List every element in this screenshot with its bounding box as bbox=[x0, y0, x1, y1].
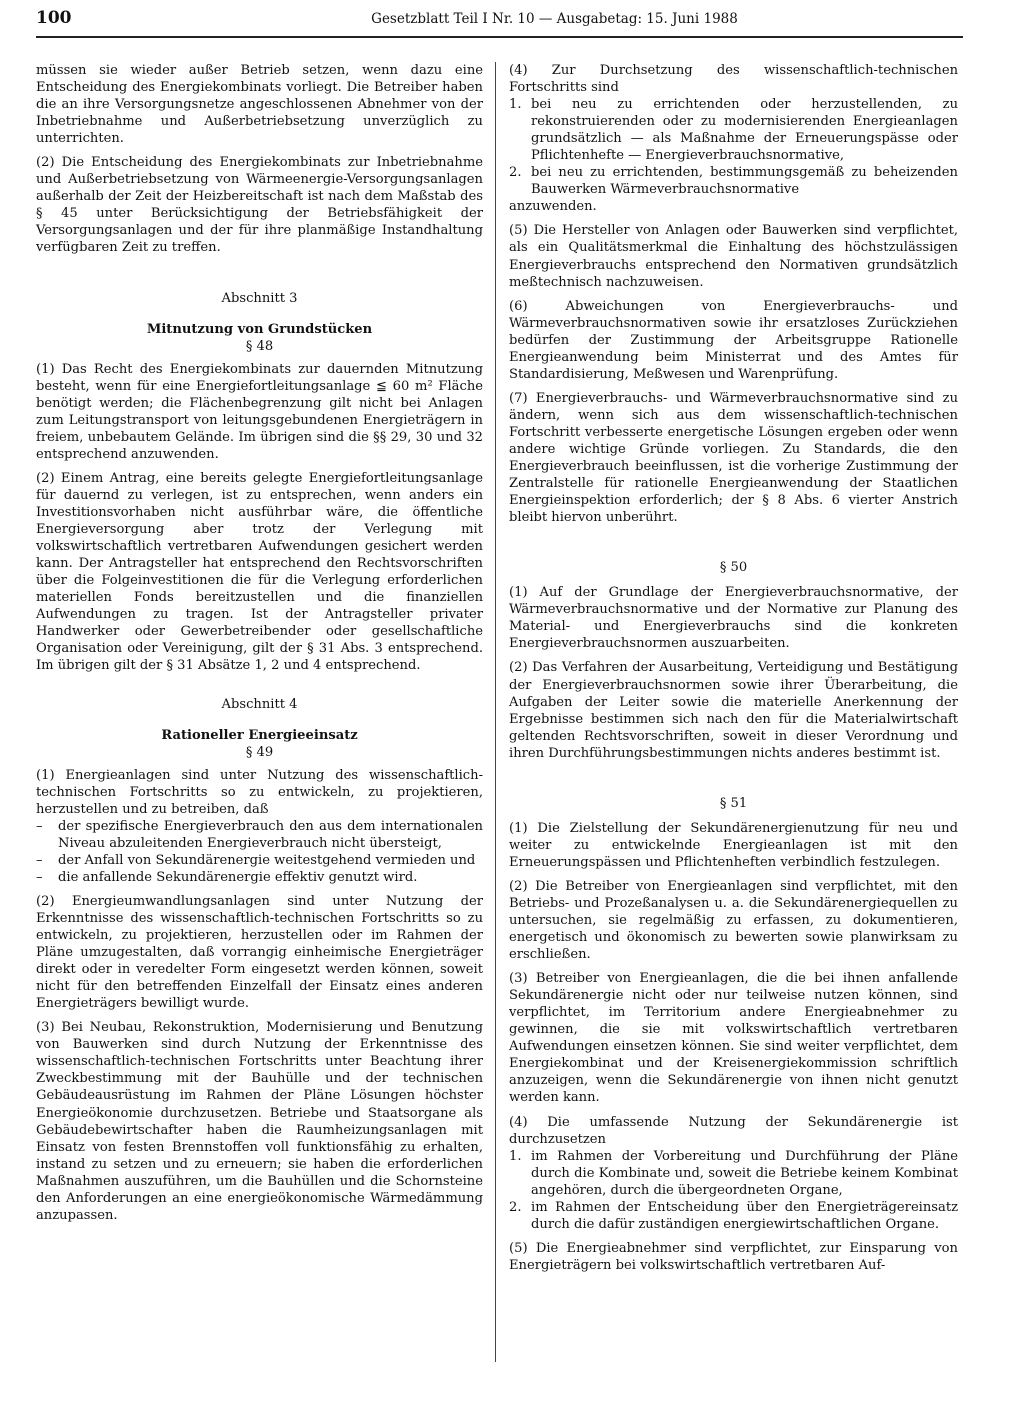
paragraph-49-4: (4) Zur Durchsetzung des wissenschaftlich-technischen Fortschritts sind bbox=[509, 63, 958, 96]
dash-marker: – bbox=[36, 869, 43, 885]
paragraph-51-2: (2) Die Betreiber von Energieanlagen sind verpflichtet, mit den Betriebs- und Prozeßanalysen u. a. die Sekundärenergiequellen zu untersuchen, sie regelmäßig zu erfassen, zu dokumentieren, energetisch und ökonomisch zu bewerten sowie planwirksam zu erschließen. bbox=[509, 878, 958, 963]
list-item: 1. bei neu zu errichtenden oder herzustellenden, zu rekonstruierenden oder zu modernisierenden Energieanlagen grundsätzlich — als Maßnahme der Erneuerungspässe oder Pflichtenhefte — Energieverbrauchsnormative, bbox=[509, 97, 958, 164]
paragraph-51-4: (4) Die umfassende Nutzung der Sekundärenergie ist durchzusetzen bbox=[509, 1114, 958, 1147]
paragraph-50-2: (2) Das Verfahren der Ausarbeitung, Verteidigung und Bestätigung der Energieverbrauchsnormen sowie ihrer Überarbeitung, die Aufgaben der Leiter sowie die materielle Anerkennung der Ergebnisse bestimmen sich nach den für die Materialwirtschaft geltenden Rechtsvorschriften, soweit in dieser Verordnung und ihren Durchführungsbestimmungen nichts anderes bestimmt ist. bbox=[509, 660, 958, 761]
section-title-mitnutzung: Mitnutzung von Grundstücken bbox=[146, 321, 373, 337]
column-divider bbox=[495, 62, 496, 1362]
paragraph-49-2: (2) Energieumwandlungsanlagen sind unter Nutzung der Erkenntnisse des wissenschaftlich-technischen Fortschritts so zu entwickeln, zu projektieren, herzustellen oder im Rahmen der Pläne umzugestalten, daß vorrangig einheimische Energieträger direkt oder in veredelter Form eingesetzt werden können, soweit nicht für den betreffenden Einzelfall der Einsatz eines anderen Energieträgers bewilligt wurde. bbox=[36, 893, 483, 1012]
list-item: 2. bei neu zu errichtenden, bestimmungsgemäß zu beheizenden Bauwerken Wärmeverbrauchsnormative bbox=[509, 165, 958, 198]
paragraph-49-4-end: anzuwenden. bbox=[509, 199, 597, 215]
list-item: – der Anfall von Sekundärenergie weitestgehend vermieden und bbox=[36, 852, 476, 868]
paragraph-48-1: (1) Das Recht des Energiekombinats zur dauernden Mitnutzung besteht, wenn für eine Energiefortleitungsanlage ≦ 60 m² Fläche benötigt werden; die Flächenbegrenzung gilt nicht bei Anlagen zum Leitungstransport von leitungsgebundenen Energieträgern in freiem, unbebautem Gelände. Im übrigen sind die §§ 29, 30 und 32 entsprechend anzuwenden. bbox=[36, 361, 483, 462]
section-heading-abschnitt-4: Abschnitt 4 bbox=[221, 696, 298, 712]
list-item: 2. im Rahmen der Entscheidung über den Energieträgereinsatz durch die dafür zuständigen energiewirtschaftlichen Organe. bbox=[509, 1199, 958, 1232]
paragraph-51-5: (5) Die Energieabnehmer sind verpflichtet, zur Einsparung von Energieträgern bei volkswirtschaftlich vertretbaren Auf- bbox=[509, 1240, 958, 1273]
paragraph-49-5: (5) Die Hersteller von Anlagen oder Bauwerken sind verpflichtet, als ein Qualitätsmerkmal die Einhaltung des höchstzulässigen Energieverbrauchs entsprechend den Normativen grundsätzlich meßtechnisch nachzuweisen. bbox=[509, 223, 958, 290]
running-title: Gesetzblatt Teil I Nr. 10 — Ausgabetag: 15. Juni 1988 bbox=[371, 11, 738, 27]
paragraph-47-1-continued: müssen sie wieder außer Betrieb setzen, wenn dazu eine Entscheidung des Energiekombinats vorliegt. Die Betreiber haben die an ihre Versorgungsnetze angeschlossenen Abnehmer von der Inbetriebnahme und Außerbetriebsetzung unverzüglich zu unterrichten. bbox=[36, 63, 483, 147]
page-header bbox=[36, 4, 963, 38]
right-column bbox=[509, 62, 958, 1281]
list-item: – der spezifische Energieverbrauch den aus dem internationalen Niveau abzuleitenden Energieverbrauch nicht übersteigt, bbox=[36, 818, 483, 851]
list-item: 1. im Rahmen der Vorbereitung und Durchführung der Pläne durch die Kombinate und, soweit die Betriebe keinem Kombinat angehören, durch die übergeordneten Organe, bbox=[509, 1148, 958, 1198]
paragraph-48-2: (2) Einem Antrag, eine bereits gelegte Energiefortleitungsanlage für dauernd zu verlegen, ist zu entsprechen, wenn anders ein Investitionsvorhaben nicht ausführbar wäre, die öffentliche Energieversorgung aber trotz der Verlegung mit volkswirtschaftlich vertretbaren Aufwendungen gesichert werden kann. Der Antragsteller hat entsprechend den Rechtsvorschriften über die Folgeinvestitionen die für die Verlegung erforderlichen materiellen Fonds bereitzustellen und die finanziellen Aufwendungen zu tragen. Ist der Antragsteller privater Handwerker oder Gewerbetreibender oder gesellschaftliche Organisation oder Vereinigung, gilt der § 31 Abs. 3 entsprechend. Im übrigen gilt der § 31 Absätze 1, 2 und 4 entsprechend. bbox=[36, 470, 483, 674]
paragraph-51-1: (1) Die Zielstellung der Sekundärenergienutzung für neu und weiter zu entwickelnde Energieanlagen ist mit den Erneuerungspässen und Pflichtenheften verbindlich festzulegen. bbox=[509, 820, 958, 870]
paragraph-sign-51: § 51 bbox=[719, 795, 748, 811]
paragraph-47-2: (2) Die Entscheidung des Energiekombinats zur Inbetriebnahme und Außerbetriebsetzung von Wärmeenergie-Versorgungsanlagen außerhalb der Zeit der Heizbereitschaft ist nach dem Maßstab des § 45 unter Berücksichtigung der Betriebsfähigkeit der Versorgungsanlagen und der für ihre planmäßige Instandhaltung verfügbaren Zeit zu treffen. bbox=[36, 155, 483, 256]
paragraph-sign-50: § 50 bbox=[719, 560, 748, 576]
paragraph-sign-48: § 48 bbox=[245, 338, 274, 354]
section-heading-abschnitt-3: Abschnitt 3 bbox=[221, 290, 298, 306]
left-column bbox=[36, 62, 483, 1231]
paragraph-sign-49: § 49 bbox=[245, 744, 274, 760]
paragraph-49-7: (7) Energieverbrauchs- und Wärmeverbrauchsnormative sind zu ändern, wenn sich aus dem wissenschaftlich-technischen Fortschritt verbesserte energetische Lösungen ergeben oder wenn andere wichtige Gründe vorliegen. Zu Standards, die den Energieverbrauch beeinflussen, ist die vorherige Zustimmung der Zentralstelle für rationelle Energieanwendung der Staatlichen Energieinspektion erforderlich; der § 8 Abs. 6 vierter Anstrich bleibt hiervon unberührt. bbox=[509, 390, 958, 526]
paragraph-51-3: (3) Betreiber von Energieanlagen, die die bei ihnen anfallende Sekundärenergie nicht oder nur teilweise nutzen können, sind verpflichtet, im Territorium andere Energieabnehmer zu gewinnen, die sie mit volkswirtschaftlich vertretbaren Aufwendungen einsetzen können. Sie sind weiter verpflichtet, dem Energiekombinat und der Kreisenergiekommission schriftlich anzuzeigen, wenn die Sekundärenergie von ihnen nicht genutzt werden kann. bbox=[509, 971, 958, 1106]
page-number: 100 bbox=[36, 8, 72, 28]
dash-marker: – bbox=[36, 818, 43, 834]
list-item: – die anfallende Sekundärenergie effektiv genutzt wird. bbox=[36, 869, 418, 885]
section-title-rationeller-energieeinsatz: Rationeller Energieeinsatz bbox=[161, 727, 358, 743]
paragraph-49-1: (1) Energieanlagen sind unter Nutzung des wissenschaftlich-technischen Fortschritts so zu entwickeln, zu projektieren, herzustellen und zu betreiben, daß bbox=[36, 767, 483, 817]
paragraph-49-6: (6) Abweichungen von Energieverbrauchs- und Wärmeverbrauchsnormativen sowie ihr ersatzloses Zurückziehen bedürfen der Zustimmung der Arbeitsgruppe Rationelle Energieanwendung beim Ministerrat und des Amtes für Standardisierung, Meßwesen und Warenprüfung. bbox=[509, 298, 958, 382]
paragraph-49-3: (3) Bei Neubau, Rekonstruktion, Modernisierung und Benutzung von Bauwerken sind durch Nutzung der Erkenntnisse des wissenschaftlich-technischen Fortschritts unter Beachtung ihrer Zweckbestimmung mit der Bauhülle und der technischen Gebäudeausrüstung im Rahmen der Pläne Lösungen höchster Energieökonomie durchzusetzen. Betriebe und Staatsorgane als Gebäudebewirtschafter haben die Raumheizungsanlagen mit Einsatz von festen Brennstoffen voll funktionsfähig zu erhalten, instand zu setzen und zu erneuern; sie haben die erforderlichen Maßnahmen auszuführen, um die Bauhüllen und die Schornsteine den Anforderungen an eine energieökonomische Wärmedämmung anzupassen. bbox=[36, 1020, 483, 1223]
dash-marker: – bbox=[36, 852, 43, 868]
paragraph-50-1: (1) Auf der Grundlage der Energieverbrauchsnormative, der Wärmeverbrauchsnormative und der Normative zur Planung des Material- und Energieverbrauchs sind die konkreten Energieverbrauchsnormen auszuarbeiten. bbox=[509, 585, 958, 652]
